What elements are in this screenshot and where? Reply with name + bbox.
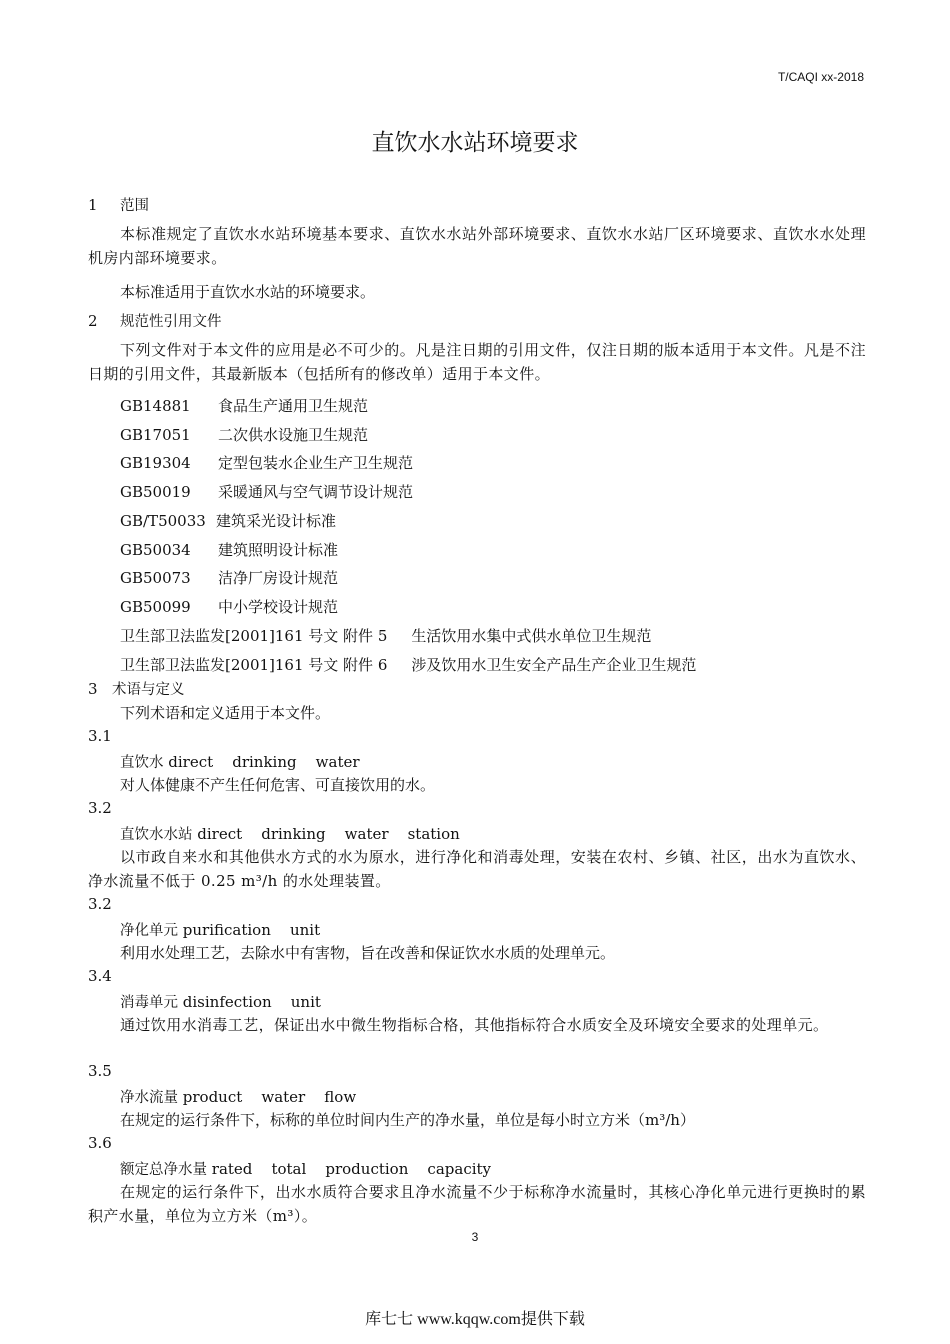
term-name-en: disinfection unit: [182, 993, 321, 1011]
term-number: 3.4: [88, 967, 112, 985]
section-number: 3: [88, 680, 98, 698]
reference-code: GB/T50033: [120, 512, 206, 530]
term-name-en: direct drinking water: [168, 753, 360, 771]
reference-item: [120, 595, 338, 619]
term-definition: 对人体健康不产生任何危害、可直接饮用的水。: [120, 776, 436, 794]
references-intro: 下列文件对于本文件的应用是必不可少的。凡是注日期的引用文件，仅注日期的版本适用于本文件。凡是不注日期的引用文件，其最新版本（包括所有的修改单）适用于本文件。: [88, 341, 866, 383]
term-heading: [120, 918, 320, 943]
reference-name: 定型包装水企业生产卫生规范: [218, 454, 414, 472]
section-title: 范围: [120, 198, 149, 214]
reference-item: [120, 509, 336, 533]
term-definition: 以市政自来水和其他供水方式的水为原水，进行净化和消毒处理，安装在农村、乡镇、社区，出水为直饮水、净水流量不低于 0.25 m³/h 的水处理装置。: [88, 848, 866, 890]
term-heading: [120, 822, 460, 847]
reference-code: GB17051: [120, 426, 191, 444]
reference-item: [120, 394, 368, 418]
reference-item: [120, 566, 338, 590]
reference-name: 建筑照明设计标准: [218, 541, 339, 559]
reference-code: GB50099: [120, 598, 191, 616]
section-title: 规范性引用文件: [120, 314, 222, 330]
reference-name: 采暖通风与空气调节设计规范: [218, 483, 414, 501]
page-title: 直饮水水站环境要求: [371, 130, 579, 156]
reference-name: 食品生产通用卫生规范: [218, 397, 369, 415]
scope-applicability: 本标准适用于直饮水水站的环境要求。: [120, 283, 376, 301]
section-1-heading: [88, 194, 149, 215]
term-name-en: product water flow: [182, 1088, 357, 1106]
term-name-zh: 额定总净水量: [120, 1162, 207, 1178]
term-heading: [120, 750, 360, 775]
reference-code: GB19304: [120, 454, 191, 472]
reference-item: [120, 624, 651, 648]
reference-name: 生活饮用水集中式供水单位卫生规范: [411, 627, 652, 645]
reference-code: GB50073: [120, 569, 191, 587]
term-definition: 在规定的运行条件下，出水水质符合要求且净水流量不少于标称净水流量时，其核心净化单元进行更换时的累积产水量，单位为立方米（m³）。: [88, 1183, 866, 1225]
term-definition: 通过饮用水消毒工艺，保证出水中微生物指标合格，其他指标符合水质安全及环境安全要求的处理单元。: [120, 1016, 829, 1034]
reference-name: 涉及饮用水卫生安全产品生产企业卫生规范: [411, 656, 697, 674]
section-3-heading: [88, 678, 185, 699]
reference-item: [120, 451, 413, 475]
reference-code: 卫生部卫法监发[2001]161 号文 附件 6: [120, 656, 388, 674]
term-definition: 利用水处理工艺，去除水中有害物，旨在改善和保证饮水水质的处理单元。: [120, 944, 616, 962]
term-number: 3.5: [88, 1062, 112, 1080]
reference-name: 二次供水设施卫生规范: [218, 426, 369, 444]
reference-name: 中小学校设计规范: [218, 598, 339, 616]
section-title: 术语与定义: [112, 682, 185, 698]
reference-item: [120, 480, 413, 504]
term-definition: 在规定的运行条件下，标称的单位时间内生产的净水量，单位是每小时立方米（m³/h）: [120, 1111, 695, 1129]
reference-code: GB50034: [120, 541, 191, 559]
terms-intro: 下列术语和定义适用于本文件。: [120, 704, 331, 722]
term-name-en: direct drinking water station: [197, 825, 460, 843]
term-number: 3.2: [88, 799, 112, 817]
reference-name: 洁净厂房设计规范: [218, 569, 339, 587]
reference-code: GB50019: [120, 483, 191, 501]
page-number: 3: [471, 1230, 479, 1244]
reference-code: GB14881: [120, 397, 191, 415]
scope-paragraph: 本标准规定了直饮水水站环境基本要求、直饮水水站外部环境要求、直饮水水站厂区环境要求、直饮水水处理机房内部环境要求。: [88, 225, 866, 267]
term-heading: [120, 1085, 356, 1110]
term-name-zh: 直饮水水站: [120, 827, 193, 843]
section-number: 1: [88, 196, 98, 214]
reference-name: 建筑采光设计标准: [216, 512, 337, 530]
term-name-zh: 净化单元: [120, 923, 178, 939]
reference-item: [120, 653, 696, 677]
document-code: T/CAQI xx-2018: [777, 70, 864, 84]
term-name-zh: 净水流量: [120, 1090, 178, 1106]
download-footer: 库七七 www.kqqw.com提供下载: [365, 1311, 585, 1328]
reference-code: 卫生部卫法监发[2001]161 号文 附件 5: [120, 627, 388, 645]
section-number: 2: [88, 312, 98, 330]
term-name-en: purification unit: [182, 921, 321, 939]
reference-item: [120, 538, 338, 562]
section-2-heading: [88, 310, 222, 331]
reference-item: [120, 423, 368, 447]
term-heading: [120, 1157, 491, 1182]
term-name-zh: 直饮水: [120, 755, 164, 771]
term-name-zh: 消毒单元: [120, 995, 178, 1011]
term-name-en: rated total production capacity: [211, 1160, 492, 1178]
term-number: 3.6: [88, 1134, 112, 1152]
term-number: 3.2: [88, 895, 112, 913]
term-number: 3.1: [88, 727, 112, 745]
term-heading: [120, 990, 321, 1015]
